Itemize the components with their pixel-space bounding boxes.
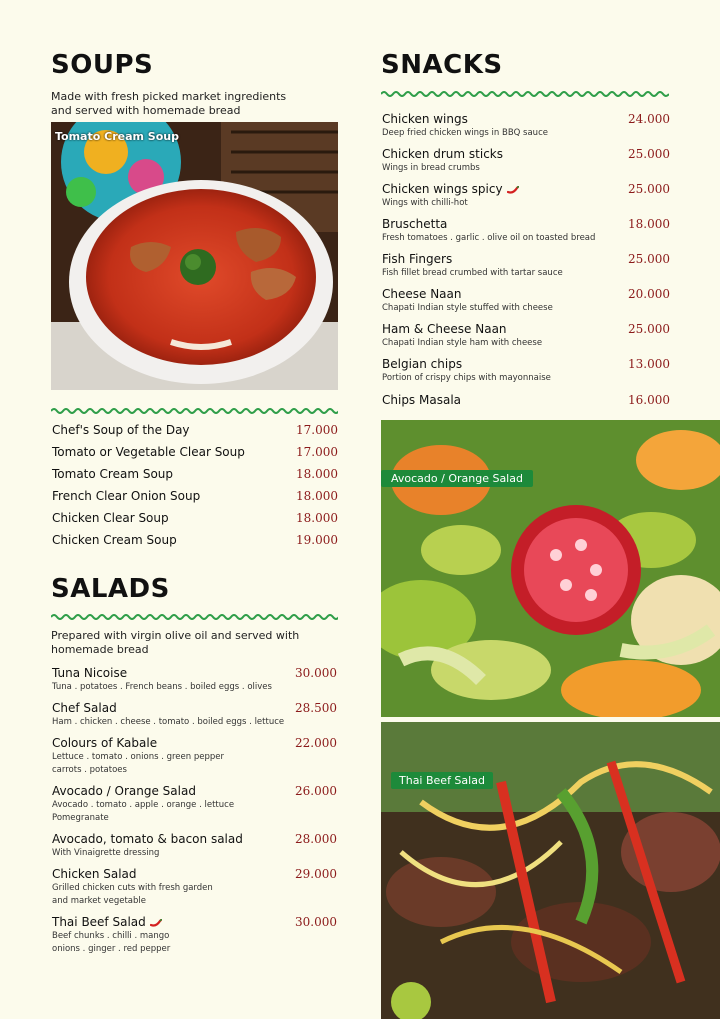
- snack-item-name: Cheese Naan: [382, 287, 462, 301]
- salad-item-desc: Tuna . potatoes . French beans . boiled eggs . olives: [52, 682, 272, 692]
- soup-item-name: Tomato or Vegetable Clear Soup: [52, 445, 245, 459]
- salads-wave-path: [51, 615, 338, 619]
- snack-item-name-text: Chicken wings spicy: [382, 182, 503, 196]
- soup-item-price: 18.000: [296, 511, 338, 525]
- salad-item-name: Colours of Kabale: [52, 736, 158, 750]
- snack-item-price: 25.000: [628, 322, 670, 336]
- soup-item-price: 17.000: [296, 423, 338, 437]
- soups-wave-path: [51, 409, 338, 413]
- salads-title: SALADS: [51, 574, 170, 604]
- snack-item-name: Chicken drum sticks: [382, 147, 503, 161]
- soup-item-name: Chicken Cream Soup: [52, 533, 177, 547]
- salad-item-price: 22.000: [295, 736, 337, 750]
- salad-item-desc: Lettuce . tomato . onions . green pepper: [52, 752, 225, 762]
- soup-item-name: Chicken Clear Soup: [52, 511, 169, 525]
- snacks-wave-divider: [381, 90, 669, 98]
- snack-item-price: 24.000: [628, 112, 670, 126]
- snack-item-desc: Chapati Indian style ham with cheese: [382, 338, 543, 348]
- snack-item: [382, 217, 670, 245]
- snacks-wave-path: [381, 92, 669, 96]
- snack-item-name: [382, 182, 670, 196]
- snack-item-price: 16.000: [628, 393, 670, 407]
- snack-item: [382, 147, 670, 175]
- salad-item-name: Chef Salad: [52, 701, 117, 715]
- soup-item-price: 19.000: [296, 533, 338, 547]
- salad-item-name: Tuna Nicoise: [52, 666, 128, 680]
- snack-item-price: 25.000: [628, 147, 670, 161]
- snack-item-desc: Portion of crispy chips with mayonnaise: [382, 373, 551, 383]
- snack-item-name: Chips Masala: [382, 393, 462, 407]
- thai-beef-salad-photo: [381, 722, 720, 1019]
- salads-description: [51, 629, 299, 657]
- salad-item-price: 29.000: [295, 867, 337, 881]
- salad-item-desc-2: Pomegranate: [52, 813, 109, 823]
- salad-item-name: Avocado / Orange Salad: [52, 784, 196, 798]
- soup-item: [52, 423, 338, 445]
- snack-item-price: 13.000: [628, 357, 670, 371]
- salad-item: [52, 736, 337, 777]
- snack-item-price: 25.000: [628, 182, 670, 196]
- snack-item-name: Belgian chips: [382, 357, 463, 371]
- avocado-salad-image: [381, 420, 720, 717]
- snack-item: [382, 287, 670, 315]
- snack-item-desc: Fish fillet bread crumbed with tartar sauce: [382, 268, 563, 278]
- salad-item-desc: Grilled chicken cuts with fresh garden: [52, 883, 213, 893]
- salad-item-price: 28.000: [295, 832, 337, 846]
- soup-item: [52, 445, 338, 467]
- soup-item-name: Chef's Soup of the Day: [52, 423, 190, 437]
- salad-item-price: 30.000: [295, 666, 337, 680]
- soup-item: [52, 489, 338, 511]
- salad-item-price: 26.000: [295, 784, 337, 798]
- tomato-soup-photo: [51, 122, 338, 390]
- snack-item: [382, 357, 670, 385]
- salad-item-name-text: Thai Beef Salad: [52, 915, 146, 929]
- salad-item-desc: With Vinaigrette dressing: [52, 848, 160, 858]
- salad-item: [52, 784, 337, 825]
- salad-item-desc: Beef chunks . chilli . mango: [52, 931, 170, 941]
- soup-item: [52, 533, 338, 555]
- snack-item-name: Chicken wings: [382, 112, 468, 126]
- tomato-soup-image: [51, 122, 338, 390]
- salad-item-desc-2: and market vegetable: [52, 896, 146, 906]
- salad-item-price: 30.000: [295, 915, 337, 929]
- salad-item-desc-2: onions . ginger . red pepper: [52, 944, 171, 954]
- salad-item-desc-2: carrots . potatoes: [52, 765, 127, 775]
- soup-item: [52, 467, 338, 489]
- salad-item-desc: Ham . chicken . cheese . tomato . boiled eggs . lettuce: [52, 717, 285, 727]
- salad-item: [52, 701, 337, 729]
- snack-item-price: 25.000: [628, 252, 670, 266]
- chili-icon: [507, 186, 519, 194]
- salad-item-desc: Avocado . tomato . apple . orange . lettuce: [52, 800, 235, 810]
- snack-item-price: 20.000: [628, 287, 670, 301]
- snack-item-price: 18.000: [628, 217, 670, 231]
- salad-item: [52, 666, 337, 694]
- tomato-soup-photo-label: Tomato Cream Soup: [55, 130, 179, 143]
- snack-item-name: Ham & Cheese Naan: [382, 322, 507, 336]
- salad-item-name: Avocado, tomato & bacon salad: [52, 832, 243, 846]
- salad-item: [52, 832, 337, 860]
- snack-item-name: Bruschetta: [382, 217, 448, 231]
- avocado-orange-salad-photo: [381, 420, 720, 717]
- snack-item: [382, 252, 670, 280]
- soup-item-price: 17.000: [296, 445, 338, 459]
- salads-wave-divider: [51, 613, 338, 621]
- soup-item-name: Tomato Cream Soup: [52, 467, 174, 481]
- soup-item-name: French Clear Onion Soup: [52, 489, 201, 503]
- soups-description-line-2: and served with homemade bread: [51, 104, 241, 117]
- soups-title: SOUPS: [51, 50, 154, 80]
- avocado-orange-salad-photo-label: Avocado / Orange Salad: [381, 470, 533, 487]
- snack-item-desc: Wings in bread crumbs: [382, 163, 480, 173]
- salads-description-line-2: homemade bread: [51, 643, 149, 656]
- snack-item-desc: Fresh tomatoes . garlic . olive oil on toasted bread: [382, 233, 596, 243]
- salad-item: [52, 867, 337, 908]
- salad-item-name: Chicken Salad: [52, 867, 137, 881]
- salads-description-line-1: Prepared with virgin olive oil and served with: [51, 629, 300, 642]
- snacks-title: SNACKS: [381, 50, 503, 80]
- soup-item-price: 18.000: [296, 467, 338, 481]
- snack-item: [382, 393, 670, 407]
- soups-description-line-1: Made with fresh picked market ingredients: [51, 90, 287, 103]
- snack-item-desc: Deep fried chicken wings in BBQ sauce: [382, 128, 548, 138]
- thai-beef-salad-photo-label: Thai Beef Salad: [391, 772, 493, 789]
- snack-item-name: Fish Fingers: [382, 252, 453, 266]
- soup-item: [52, 511, 338, 533]
- chili-icon: [150, 919, 162, 927]
- salad-item: [52, 915, 337, 956]
- snack-item: [382, 322, 670, 350]
- thai-beef-salad-image: [381, 722, 720, 1019]
- soups-description: [51, 90, 286, 118]
- snack-item-desc: Wings with chilli-hot: [382, 198, 468, 208]
- soups-wave-divider: [51, 407, 338, 415]
- snack-item: [382, 182, 670, 210]
- salad-item-price: 28.500: [295, 701, 337, 715]
- snack-item: [382, 112, 670, 140]
- soup-item-price: 18.000: [296, 489, 338, 503]
- snack-item-desc: Chapati Indian style stuffed with cheese: [382, 303, 553, 313]
